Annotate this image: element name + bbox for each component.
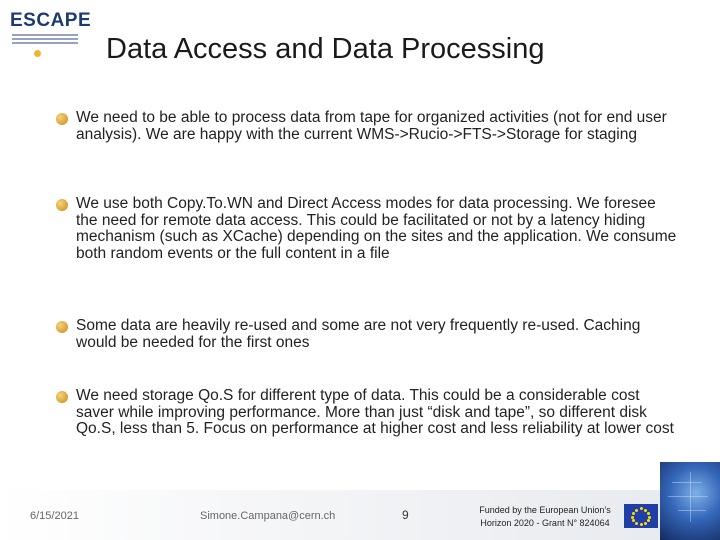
escape-logo [6,4,92,64]
page-number: 9 [402,508,409,522]
bullet-text: We need to be able to process data from tape for organized activities (not for end user analysis). We are happy with the current WMS->Rucio->FTS->Storage for staging [76,109,667,143]
bullet-text: Some data are heavily re-used and some are not very frequently re-used. Caching would be needed for the first ones [76,317,641,351]
bullet-item [56,110,681,143]
bullet-dot-icon [56,199,68,211]
funding-notice [470,504,620,530]
bullet-item [56,388,681,438]
bullet-text: We use both Copy.To.WN and Direct Access modes for data processing. We foresee the need for remote data access. This could be facilitated or not by a latency hiding mechanism (such as XCache) depending on the sites and the application. We consume both random events or the full content in a file [76,195,677,262]
bullet-item [56,196,681,262]
decorative-head-art [660,462,720,540]
logo-text: ESCAPE [10,10,92,31]
slide-title: Data Access and Data Processing [106,33,545,65]
bullet-item [56,318,681,351]
bullet-dot-icon [56,321,68,333]
bullet-dot-icon [56,113,68,125]
footer-date: 6/15/2021 [30,510,79,522]
logo-subtitle-lines [12,34,78,46]
funding-line-2: Horizon 2020 - Grant N° 824064 [480,518,610,528]
bullet-text: We need storage Qo.S for different type of data. This could be a considerable cost saver while improving performance. More than just “disk and tape”, so different disk Qo.S, less than 5. Focus on performance at higher cost and less reliability at lower cost [76,387,674,437]
eu-flag-icon [624,504,658,528]
footer-email: Simone.Campana@cern.ch [200,510,336,522]
bullet-dot-icon [56,391,68,403]
funding-line-1: Funded by the European Union’s [479,505,611,515]
logo-dot-icon [34,50,41,57]
